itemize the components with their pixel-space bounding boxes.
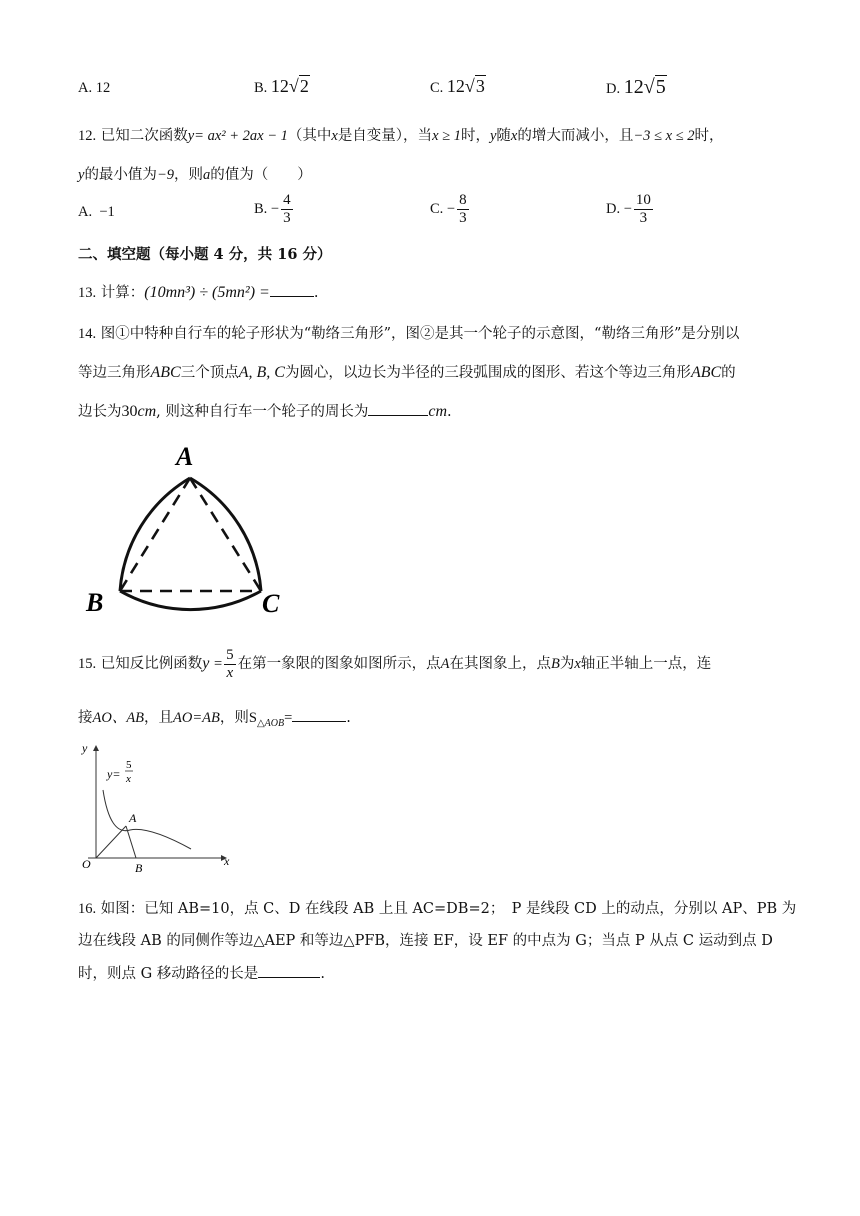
- option-letter: D.: [606, 200, 621, 217]
- vertex-label-b: B: [86, 588, 104, 617]
- q11-option-d: [606, 76, 667, 99]
- fraction: [457, 192, 469, 227]
- option-value: 12√5: [623, 76, 666, 98]
- q16-line1: [78, 897, 796, 918]
- text: ，则: [219, 710, 249, 726]
- q14-line2: [78, 361, 736, 382]
- denominator: 3: [459, 210, 467, 226]
- math: = ax² + 2ax − 1: [194, 128, 288, 144]
- radicand: 2: [299, 76, 309, 96]
- q16-line2: [78, 929, 773, 950]
- option-letter: B.: [254, 200, 268, 217]
- coefficient: 12: [270, 76, 289, 96]
- text: .: [346, 710, 351, 726]
- math: −9: [156, 167, 174, 183]
- q12-option-b: [254, 192, 295, 227]
- option-letter: A.: [78, 80, 93, 96]
- segment-ab: [126, 826, 136, 858]
- vertex-label-c: C: [262, 589, 280, 618]
- q12-option-d: [606, 192, 655, 227]
- fraction: [224, 647, 236, 682]
- option-value: 12: [95, 80, 111, 96]
- q15-line1: [78, 646, 711, 682]
- text: .: [320, 966, 325, 982]
- math: A: [440, 656, 450, 672]
- function-label-numerator: 5: [126, 759, 132, 771]
- text: 的: [721, 365, 736, 381]
- option-sign: −: [623, 200, 632, 217]
- numerator: 5: [226, 646, 234, 663]
- answer-blank: [258, 977, 320, 978]
- math: y: [202, 655, 210, 672]
- text: （其中: [287, 128, 332, 144]
- text: 时，: [460, 128, 490, 144]
- option-value: 12√2: [270, 76, 309, 96]
- q15-line2: [78, 706, 351, 729]
- text: , 则这种自行车一个轮子的周长为: [156, 404, 369, 420]
- text: .: [313, 285, 319, 301]
- q11-option-c: [430, 76, 486, 97]
- math: =: [213, 656, 223, 672]
- math: B: [551, 656, 560, 672]
- fraction: [634, 192, 653, 227]
- text: 在其图象上，点: [449, 656, 551, 672]
- origin-label: O: [82, 857, 91, 871]
- text: 时，: [694, 128, 724, 144]
- q12-option-c: [430, 192, 471, 227]
- math: cm: [137, 403, 157, 420]
- coefficient: 12: [446, 76, 465, 96]
- text: ，则: [173, 167, 203, 183]
- dashed-triangle: [120, 478, 261, 591]
- text: 时，则点 G 移动路径的长是: [78, 966, 259, 982]
- vertex-label-a: A: [176, 442, 194, 471]
- math: cm: [428, 403, 448, 420]
- q14-line1: [78, 322, 739, 343]
- text: 已知反比例函数: [100, 656, 203, 672]
- text: .: [447, 404, 452, 420]
- math: x: [331, 128, 338, 144]
- numerator: 10: [635, 192, 651, 208]
- math: y: [489, 128, 497, 144]
- math: x: [574, 656, 581, 672]
- q12-line2: [78, 163, 312, 184]
- math: a: [202, 167, 211, 183]
- q13: [78, 281, 318, 302]
- math: S: [248, 710, 257, 726]
- denominator: x: [226, 664, 234, 681]
- math: =: [284, 710, 293, 726]
- numerator: 8: [459, 192, 467, 208]
- side-ab: [120, 478, 190, 591]
- text: 计算：: [100, 285, 145, 301]
- inverse-function-graph: [74, 738, 244, 880]
- option-letter: B.: [254, 80, 268, 96]
- q14-line3: [78, 400, 452, 421]
- math-subscript: △AOB: [256, 717, 285, 729]
- hyperbola-curve: [103, 790, 191, 849]
- x-axis-label: x: [224, 854, 230, 868]
- question-number: 12.: [78, 128, 97, 144]
- function-label-denominator: x: [126, 773, 131, 785]
- q16-line3: [78, 962, 325, 983]
- option-value: 12√3: [446, 76, 485, 96]
- math: ABC: [150, 364, 181, 381]
- option-sign: −: [446, 200, 456, 217]
- math: y: [187, 128, 195, 144]
- segment-ao: [96, 826, 126, 858]
- math: y: [78, 167, 85, 183]
- text: 的最小值为: [84, 167, 157, 183]
- math: AO、AB: [92, 710, 145, 726]
- denominator: 3: [639, 210, 648, 226]
- y-axis-label: y: [82, 741, 88, 755]
- text: 边在线段 AB 的同侧作等边△AEP 和等边△PFB，连接 EF，设 EF 的中点为 G；当点 P 从点 C 运动到点 D: [78, 933, 773, 949]
- numerator: 4: [283, 192, 291, 208]
- text: 接: [78, 710, 93, 726]
- text: 为圆心，以边长为半径的三段弧围成的图形、若这个等边三角形: [284, 365, 691, 381]
- question-number: 16.: [78, 901, 97, 917]
- question-number: 14.: [78, 326, 97, 342]
- radicand: 5: [655, 76, 666, 98]
- math: x: [510, 128, 518, 144]
- option-letter: C.: [430, 200, 444, 217]
- text: 为: [559, 656, 575, 672]
- point-b-label: B: [135, 861, 143, 875]
- q11-option-a: [78, 80, 110, 97]
- option-letter: C.: [430, 80, 444, 96]
- text: 轴正半轴上一点，连: [580, 656, 712, 672]
- answer-blank: [270, 296, 314, 297]
- math: A, B, C: [238, 364, 285, 381]
- side-ac: [190, 478, 261, 591]
- text: 的增大而减小，且: [517, 128, 634, 144]
- text: 边长为: [78, 404, 122, 420]
- fraction: [281, 192, 293, 227]
- text: 图①中特种自行车的轮子形状为“勒络三角形”，图②是其一个轮子的示意图，“勒络三角形”是分别以: [100, 326, 740, 342]
- point-a-label: A: [129, 811, 137, 825]
- section-heading: 二、填空题（每小题 4 分，共 16 分）: [78, 246, 332, 263]
- text: 已知二次函数: [100, 128, 188, 144]
- coefficient: 12: [623, 76, 644, 98]
- math: x ≥ 1: [432, 128, 461, 144]
- q12-option-a: [78, 204, 115, 221]
- text: 的值为（ ）: [210, 167, 312, 183]
- reuleaux-triangle-figure: [80, 440, 290, 620]
- text: 等边三角形: [78, 365, 151, 381]
- text: 随: [496, 128, 511, 144]
- question-number: 15.: [78, 656, 97, 672]
- math: ABC: [690, 364, 722, 381]
- q11-option-b: [254, 76, 310, 97]
- option-value: −1: [99, 204, 115, 220]
- math: AO=AB: [173, 710, 220, 726]
- math: −3 ≤ x ≤ 2: [633, 128, 695, 144]
- text: 三个顶点: [180, 365, 239, 381]
- math: 30: [121, 403, 138, 420]
- math-expression: (10mn³) ÷ (5mn²) =: [144, 284, 270, 301]
- text: 在第一象限的图象如图所示，点: [237, 656, 441, 672]
- denominator: 3: [283, 210, 291, 226]
- text: 如图：已知 AB=10，点 C、D 在线段 AB 上且 AC=DB=2； P 是线段 CD 上的动点，分别以 AP、PB 为: [100, 901, 797, 917]
- text: 是自变量），当: [337, 128, 433, 144]
- question-number: 13.: [78, 285, 97, 301]
- option-sign: −: [270, 200, 280, 217]
- radicand: 3: [475, 76, 485, 96]
- option-letter: D.: [606, 81, 621, 97]
- q12-line1: [78, 124, 723, 145]
- text: ，且: [144, 710, 174, 726]
- answer-blank: [292, 721, 346, 722]
- function-label: y=: [107, 767, 121, 781]
- answer-blank: [368, 415, 428, 416]
- option-letter: A.: [78, 204, 93, 220]
- arc-bc: [120, 591, 261, 610]
